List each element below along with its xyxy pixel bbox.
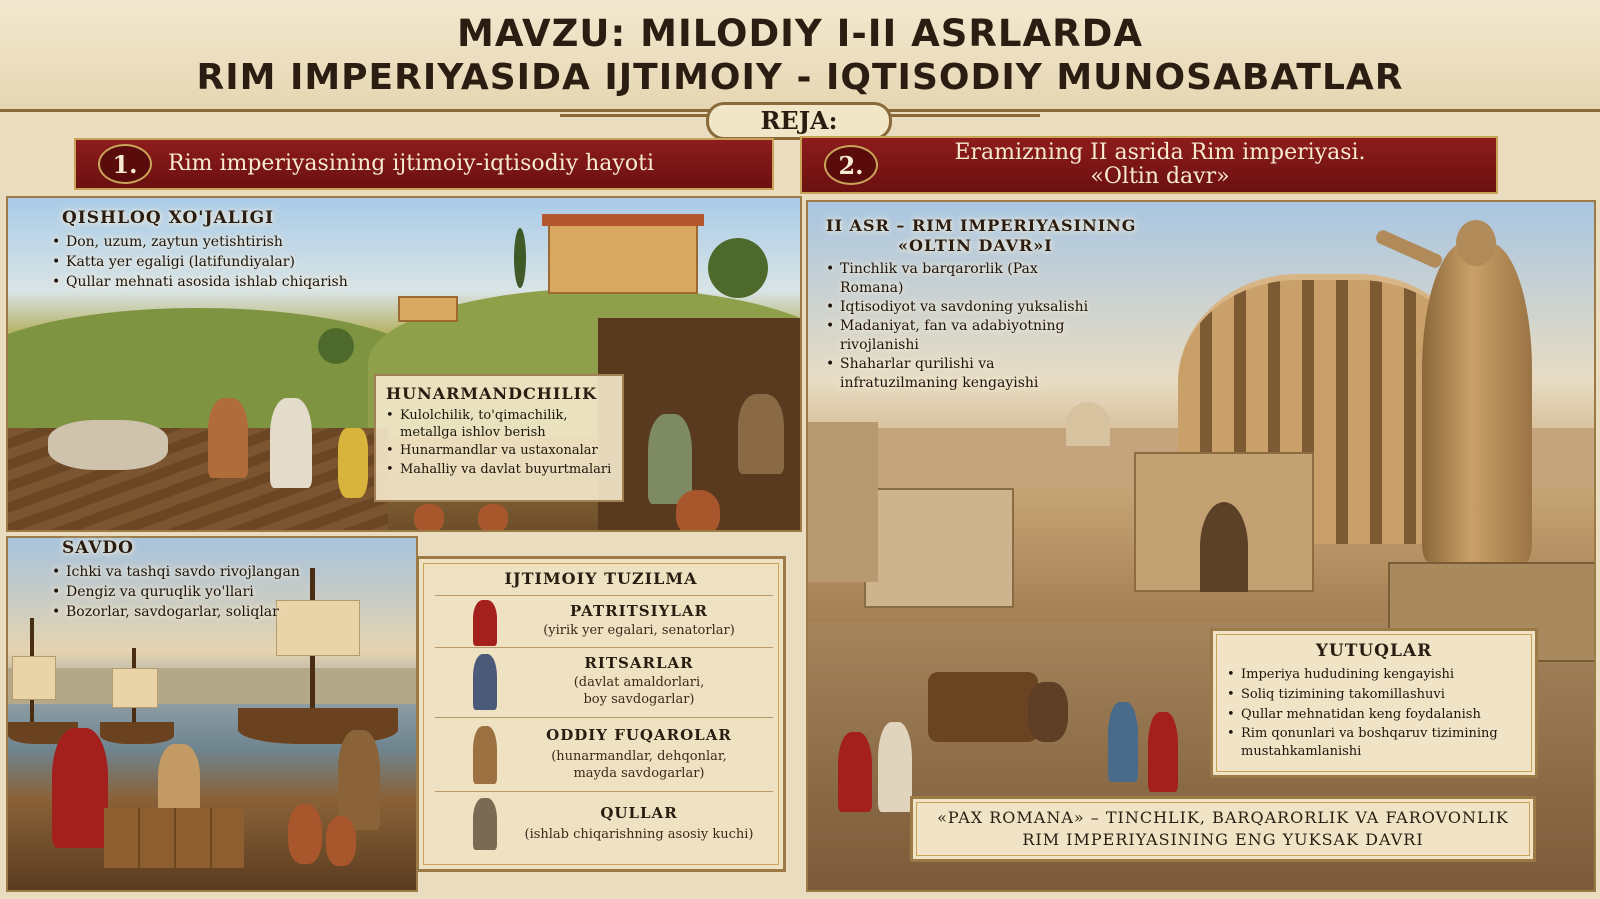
- title-bar: [0, 0, 1600, 112]
- citizen: [1148, 712, 1178, 792]
- merchant: [52, 728, 108, 848]
- list-item: • Qullar mehnatidan keng foydalanish: [1227, 705, 1521, 725]
- yutuqlar-title: YUTUQLAR: [1315, 641, 1433, 661]
- class-name: ODDIY FUQAROLAR: [546, 726, 732, 744]
- chariot: [928, 672, 1038, 742]
- list-item: • Tinchlik va barqarorlik (Pax Romana): [826, 260, 1076, 298]
- tree: [708, 238, 768, 298]
- class-desc: boy savdogarlar): [583, 692, 695, 707]
- ship-hull: [100, 722, 174, 744]
- class-name: RITSARLAR: [584, 654, 694, 672]
- plan-text-1: Rim imperiyasining ijtimoiy-iqtisodiy hayoti: [168, 151, 654, 176]
- wheat-bundle: [338, 428, 368, 498]
- savdo-title: SAVDO: [62, 538, 134, 558]
- list-item: • Imperiya hududining kengayishi: [1227, 665, 1521, 685]
- class-desc: (yirik yer egalari, senatorlar): [543, 623, 735, 638]
- list-item: • Hunarmandlar va ustaxonalar: [386, 441, 612, 460]
- list-item: • Madaniyat, fan va adabiyotning rivojlanishi: [826, 317, 1096, 355]
- citizen: [878, 722, 912, 812]
- amphora: [288, 804, 322, 864]
- ship-sail: [112, 668, 158, 708]
- savdo-section: [52, 538, 382, 622]
- pax-romana-box: [910, 796, 1536, 862]
- list-item: • Don, uzum, zaytun yetishtirish: [52, 232, 382, 252]
- qishloq-list: [52, 232, 382, 292]
- oltin-davr-section: [816, 212, 1136, 406]
- plan-text-2-line-1: Eramizning II asrida Rim imperiyasi.: [954, 140, 1366, 165]
- tuzilma-box: [416, 556, 786, 872]
- reja-flourish-left: [560, 114, 710, 117]
- pax-line-1: «PAX ROMANA» – TINCHLIK, BARQARORLIK VA FAROVONLIK: [937, 808, 1509, 827]
- citizen-figure-icon: [473, 726, 497, 784]
- class-name: QULLAR: [600, 804, 678, 822]
- citizen: [1108, 702, 1138, 782]
- list-item: • Kulolchilik, to'qimachilik, metallga ishlov berish: [386, 407, 612, 441]
- list-item: • Iqtisodiyot va savdoning yuksalishi: [826, 298, 1126, 317]
- class-row-oddiy-fuqarolar: [435, 717, 773, 791]
- cargo-crates: [104, 808, 244, 868]
- ox: [48, 420, 168, 470]
- title-line-1: MAVZU: MILODIY I-II ASRLARDA: [457, 12, 1143, 55]
- villa: [548, 224, 698, 294]
- plan-number-2: 2.: [824, 145, 878, 185]
- title-line-2: RIM IMPERIYASIDA IJTIMOIY - IQTISODIY MUNOSABATLAR: [196, 57, 1404, 98]
- trader: [338, 730, 380, 830]
- pax-line-2: RIM IMPERIYASINING ENG YUKSAK DAVRI: [1022, 830, 1424, 849]
- distant-coast: [8, 668, 418, 704]
- ship-sail: [12, 656, 56, 700]
- horse: [1028, 682, 1068, 742]
- qishloq-section: [52, 208, 382, 292]
- list-item: • Dengiz va quruqlik yo'llari: [52, 582, 382, 602]
- class-row-patritsiylar: [435, 595, 773, 647]
- list-item: • Rim qonunlari va boshqaruv tizimining mustahkamlanishi: [1227, 725, 1521, 761]
- dome: [1066, 402, 1110, 446]
- list-item: • Katta yer egaligi (latifundiyalar): [52, 252, 382, 272]
- arch-opening: [1200, 502, 1248, 592]
- plan-text-2: [894, 141, 1496, 189]
- emperor-statue: [1422, 242, 1532, 562]
- farmer: [208, 398, 248, 478]
- list-item: • Shaharlar qurilishi va infratuzilmaning kengayishi: [826, 355, 1096, 393]
- slave-figure-icon: [473, 798, 497, 850]
- patrician-figure-icon: [473, 600, 497, 646]
- statue-raised-arm: [1374, 228, 1444, 269]
- farmer: [270, 398, 312, 488]
- villa-roof: [542, 214, 704, 226]
- tree: [318, 328, 354, 364]
- savdo-list: [52, 562, 382, 622]
- citizen: [838, 732, 872, 812]
- farmhouse: [398, 296, 458, 322]
- clay-pot: [676, 490, 720, 532]
- reja-badge: REJA:: [706, 102, 892, 140]
- craftsman: [648, 414, 692, 504]
- oltin-davr-title-2: «OLTIN DAVR»I: [898, 236, 1053, 255]
- clay-pot: [414, 504, 444, 532]
- class-desc: mayda savdogarlar): [573, 766, 705, 781]
- qishloq-title: QISHLOQ XO'JALIGI: [62, 208, 275, 228]
- list-item: • Soliq tizimining takomillashuvi: [1227, 685, 1521, 705]
- yutuqlar-list: [1227, 665, 1521, 761]
- list-item: • Mahalliy va davlat buyurtmalari: [386, 460, 612, 479]
- list-item: • Ichki va tashqi savdo rivojlangan: [52, 562, 382, 582]
- knight-figure-icon: [473, 654, 497, 710]
- building: [808, 422, 878, 582]
- oltin-davr-title-1: II ASR – RIM IMPERIYASINING: [826, 216, 1137, 235]
- cypress-tree: [514, 228, 526, 288]
- reja-flourish-right: [890, 114, 1040, 117]
- class-row-ritsarlar: [435, 647, 773, 717]
- clay-pot: [478, 504, 508, 532]
- class-desc: (ishlab chiqarishning asosiy kuchi): [524, 827, 754, 842]
- amphora: [326, 816, 356, 866]
- temple: [864, 488, 1014, 608]
- class-desc: (hunarmandlar, dehqonlar,: [551, 749, 727, 764]
- oltin-davr-list: [826, 260, 1089, 393]
- class-row-qullar: [435, 791, 773, 857]
- class-name: PATRITSIYLAR: [569, 602, 709, 620]
- tuzilma-title: IJTIMOIY TUZILMA: [504, 569, 698, 588]
- class-desc: (davlat amaldorlari,: [573, 675, 705, 690]
- hunarmandchilik-box: [374, 374, 624, 502]
- yutuqlar-box: [1210, 628, 1538, 778]
- plan-number-1: 1.: [98, 144, 152, 184]
- plan-text-2-line-2: «Oltin davr»: [1090, 164, 1230, 189]
- hunarmandchilik-list: [386, 407, 612, 479]
- statue-head: [1456, 220, 1496, 266]
- hunarmandchilik-title: HUNARMANDCHILIK: [386, 384, 598, 403]
- craftsman: [738, 394, 784, 474]
- plan-banner-1: [74, 138, 774, 190]
- list-item: • Bozorlar, savdogarlar, soliqlar: [52, 602, 382, 622]
- plan-banner-2: [800, 136, 1498, 194]
- list-item: • Qullar mehnati asosida ishlab chiqarish: [52, 272, 382, 292]
